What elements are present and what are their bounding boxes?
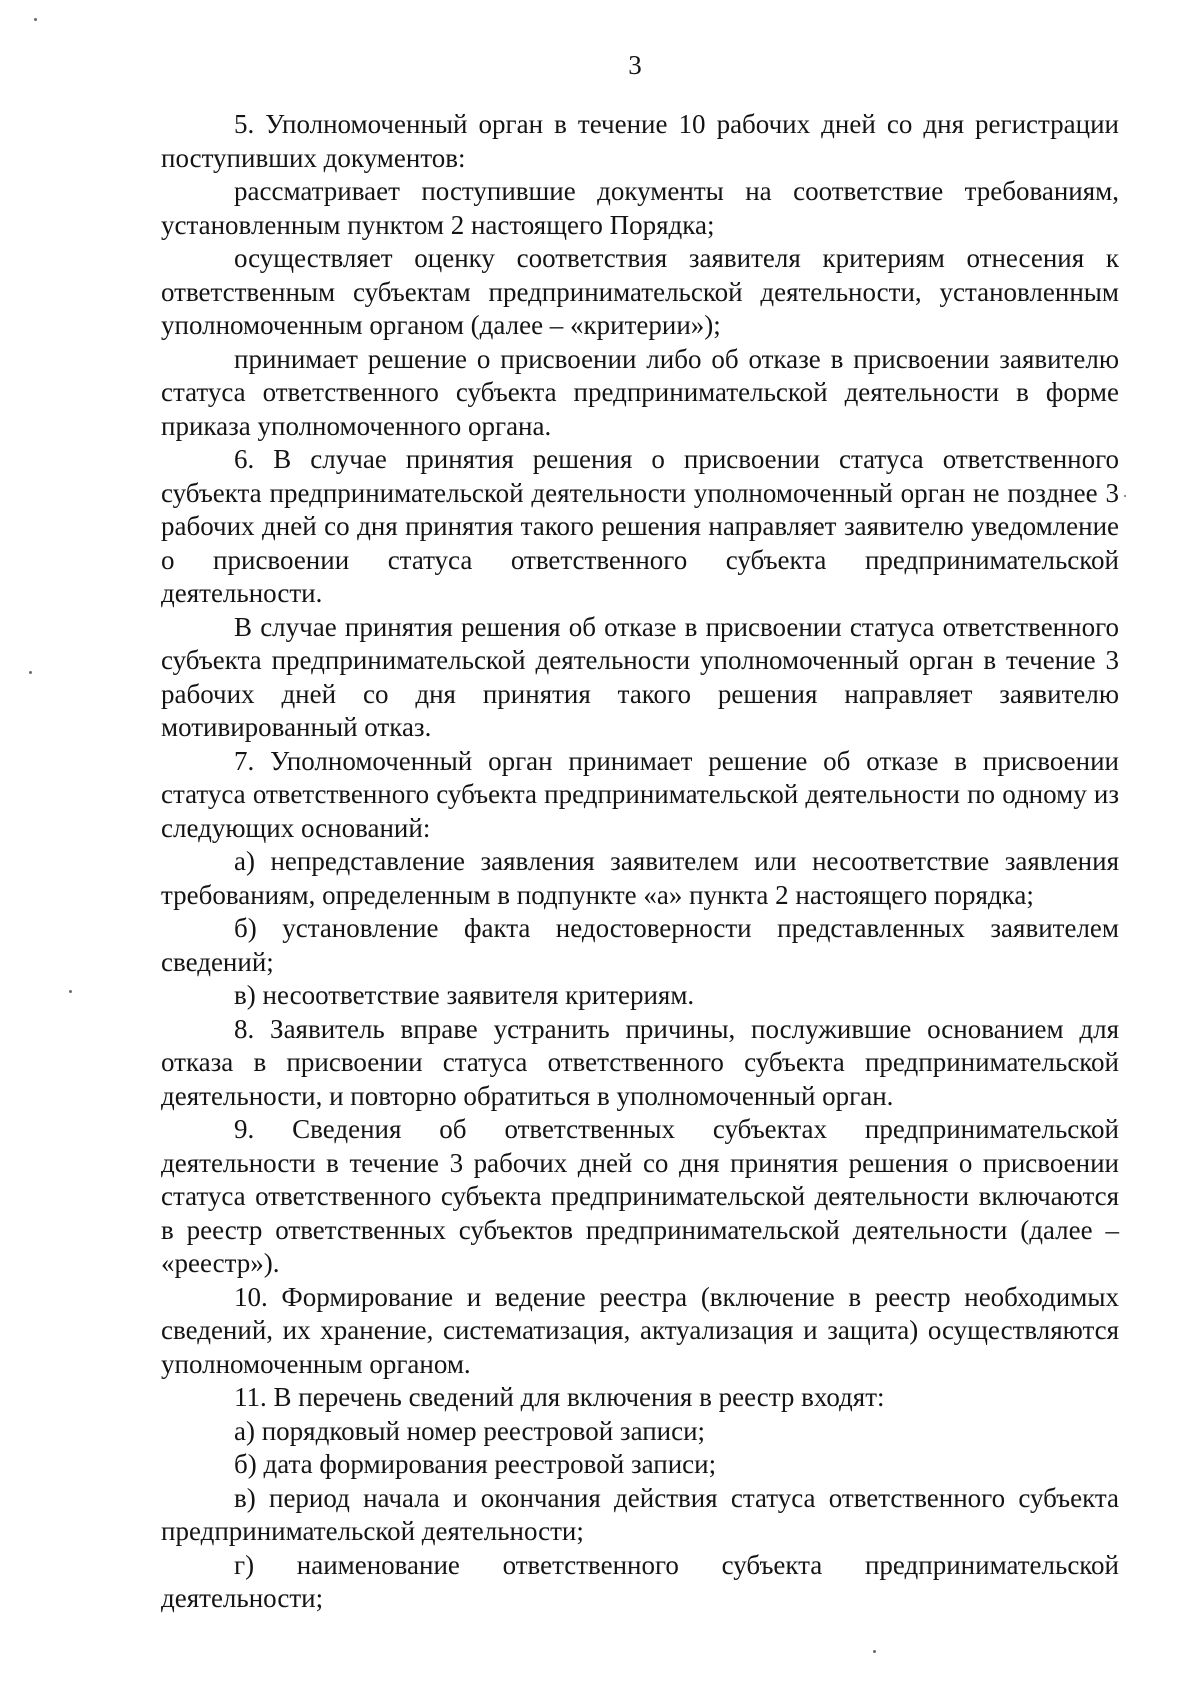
scan-speck xyxy=(34,18,37,21)
paragraph-11: 11. В перечень сведений для включения в реестр входят: xyxy=(234,1382,885,1412)
paragraph-5-item-assessment: осуществляет оценку соответствия заявителя критериям отнесения к ответственным субъектам предпринимательской деятельности, установленным уполномоченным органом (далее – «критерии»); xyxy=(161,243,1119,340)
paragraph-11-item-b: б) дата формирования реестровой записи; xyxy=(234,1449,717,1479)
document-body xyxy=(161,108,1119,1616)
paragraph-7: 7. Уполномоченный орган принимает решение об отказе в присвоении статуса ответственного субъекта предпринимательской деятельности по одному из следующих оснований: xyxy=(161,745,1119,843)
paragraph-8: 8. Заявитель вправе устранить причины, послужившие основанием для отказа в присвоении статуса ответственного субъекта предпринимательской деятельности, и повторно обратиться в уполномоченный орган. xyxy=(161,1013,1119,1111)
paragraph-6: 6. В случае принятия решения о присвоении статуса ответственного субъекта предпринимательской деятельности уполномоченный орган не позднее 3 рабочих дней со дня принятия такого решения направляет заявителю уведомление о присвоении статуса ответственного субъекта предпринимательской деятельности. xyxy=(161,444,1119,608)
paragraph-10: 10. Формирование и ведение реестра (включение в реестр необходимых сведений, их хранение, систематизация, актуализация и защита) осуществляются уполномоченным органом. xyxy=(161,1281,1119,1379)
paragraph-9: 9. Сведения об ответственных субъектах предпринимательской деятельности в течение 3 рабочих дней со дня принятия решения о присвоении статуса ответственного субъекта предпринимательской деятельности включаются в реестр ответственных субъектов предпринимательской деятельности (далее – «реестр»). xyxy=(161,1114,1119,1278)
scan-speck xyxy=(1124,495,1126,497)
paragraph-7-item-a: а) непредставление заявления заявителем или несоответствие заявления требованиям, определенным в подпункте «а» пункта 2 настоящего порядка; xyxy=(161,846,1119,910)
scan-speck xyxy=(29,671,32,674)
paragraph-5-item-review: рассматривает поступившие документы на соответствие требованиям, установленным пунктом 2 настоящего Порядка; xyxy=(161,176,1119,240)
paragraph-6-refusal: В случае принятия решения об отказе в присвоении статуса ответственного субъекта предпринимательской деятельности уполномоченный орган в течение 3 рабочих дней со дня принятия такого решения направляет заявителю мотивированный отказ. xyxy=(161,611,1119,742)
scan-speck xyxy=(873,1650,876,1653)
paragraph-11-item-g: г) наименование ответственного субъекта предпринимательской деятельности; xyxy=(161,1549,1119,1613)
page-number: 3 xyxy=(628,50,642,80)
paragraph-7-item-b: б) установление факта недостоверности представленных заявителем сведений; xyxy=(161,913,1119,977)
scan-speck xyxy=(69,990,72,993)
paragraph-5: 5. Уполномоченный орган в течение 10 рабочих дней со дня регистрации поступивших документов: xyxy=(161,109,1119,173)
paragraph-11-item-v: в) период начала и окончания действия статуса ответственного субъекта предпринимательской деятельности; xyxy=(161,1482,1119,1546)
paragraph-7-item-v: в) несоответствие заявителя критериям. xyxy=(234,980,695,1010)
paragraph-5-item-decision: принимает решение о присвоении либо об отказе в присвоении заявителю статуса ответственного субъекта предпринимательской деятельности в форме приказа уполномоченного органа. xyxy=(161,343,1119,441)
paragraph-11-item-a: а) порядковый номер реестровой записи; xyxy=(234,1415,706,1446)
